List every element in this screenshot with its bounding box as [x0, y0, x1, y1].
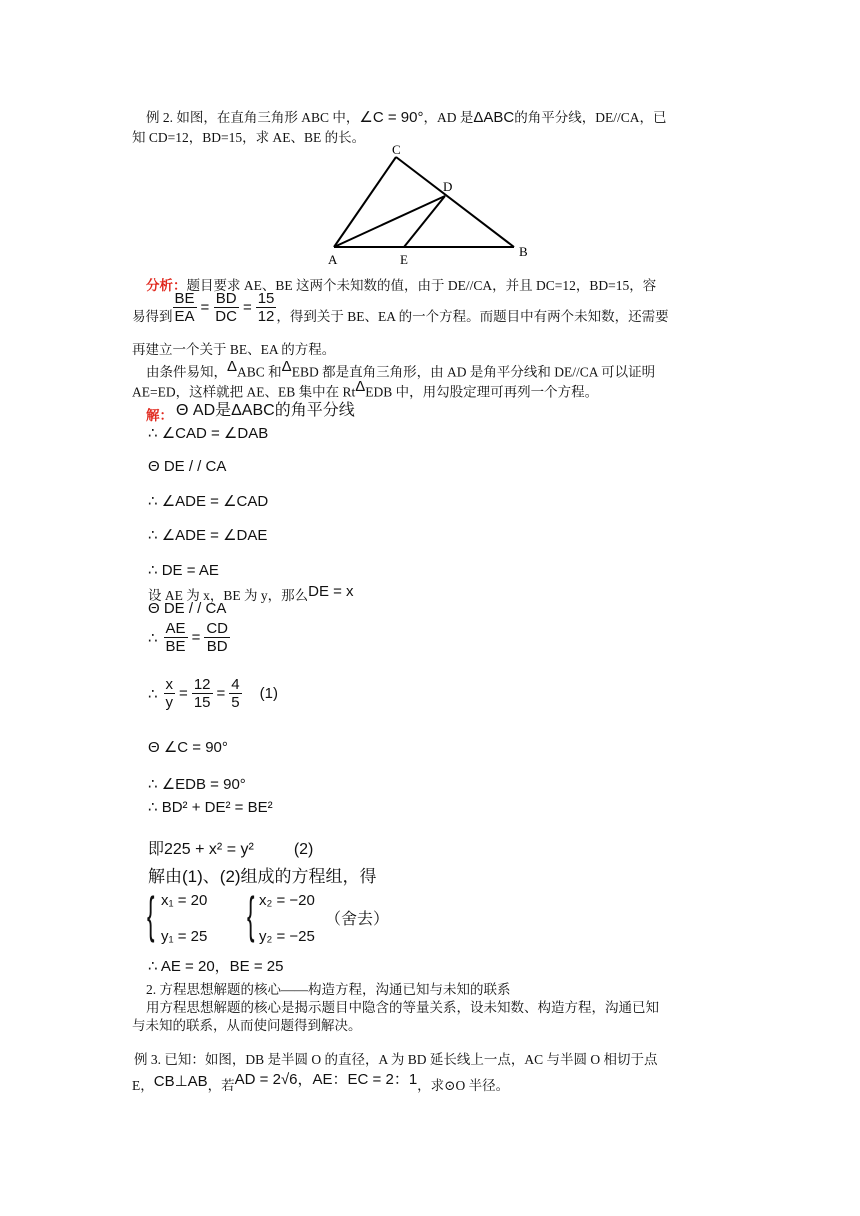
solution-step3: Θ DE / / CA: [148, 458, 227, 475]
denominator: y: [165, 694, 174, 712]
solution-step2: ∴ ∠CAD = ∠DAB: [148, 425, 269, 442]
fraction-cd-bd: [204, 620, 230, 656]
solution-step6: ∴ DE = AE: [148, 562, 219, 579]
label-d: D: [443, 179, 453, 194]
text: ABC 和: [237, 364, 282, 380]
example2-line1: [146, 106, 666, 126]
equation-tag: (2): [293, 841, 314, 858]
angle-c-formula: ∠C = 90°: [359, 109, 424, 126]
fraction-ae-be: [164, 620, 188, 656]
denominator: BD: [206, 638, 228, 656]
solution-step8: Θ DE / / CA: [148, 600, 227, 617]
text: 设 AE 为 x，BE 为 y，那么: [148, 588, 309, 603]
numerator: 4: [231, 676, 240, 693]
rejected-note: （舍去）: [325, 911, 390, 928]
solution-step4: ∴ ∠ADE = ∠CAD: [148, 493, 269, 510]
section2-title: 2. 方程思想解题的核心——构造方程，沟通已知与未知的联系: [146, 982, 511, 997]
analysis-label: 分析：: [146, 278, 187, 293]
text: ，求⊙O 半径。: [417, 1078, 510, 1093]
text: E，: [132, 1078, 154, 1093]
solution-step11: Θ ∠C = 90°: [148, 739, 228, 756]
analysis-line2: 易得到 $\frac{BE}{EA}$ = $\frac{BD}{DC}$ = $\frac{15}{12}$ ，得到关于 BE、EA 的一个方程。而题目中有两个未知数，还需要: [132, 290, 669, 326]
triangle-symbol: Δ: [227, 358, 238, 375]
numerator: 12: [193, 676, 211, 693]
text: ，若: [207, 1078, 235, 1093]
label-a: A: [328, 252, 338, 267]
denominator: 5: [231, 694, 240, 712]
numerator: BE: [174, 290, 195, 307]
solution-step1: Θ AD是ΔABC的角平分线: [176, 402, 355, 419]
text: EBD 都是直角三角形，由 AD 是角平分线和 DE//CA 可以证明: [291, 364, 656, 380]
solution1-x: x₁ = 20: [161, 892, 208, 909]
denominator: 12: [257, 308, 275, 326]
fraction-4-5: [229, 676, 241, 712]
denominator: 15: [193, 694, 211, 712]
equation-tag: (1): [259, 685, 278, 703]
text: ，AD 是: [423, 110, 474, 125]
example3-line1: 例 3. 已知：如图，DB 是半圆 O 的直径，A 为 BD 延长线上一点，AC 与半圆 O 相切于点: [134, 1052, 658, 1067]
text: 的角平分线，DE//CA，已: [514, 110, 667, 125]
text: ，得到关于 BE、EA 的一个方程。而题目中有两个未知数，还需要: [276, 308, 669, 324]
example3-line2: [132, 1071, 510, 1095]
label-e: E: [400, 252, 408, 267]
solution-step15: 解由(1)、(2)组成的方程组，得: [148, 867, 377, 886]
analysis-line3: 再建立一个关于 BE、EA 的方程。: [132, 342, 336, 357]
formula: DE = x: [308, 583, 354, 600]
equation-system: [147, 888, 447, 950]
text: 由条件易知，: [146, 364, 227, 380]
text: 题目要求 AE、BE 这两个未知数的值，由于 DE//CA，并且 DC=12，BD=15，容: [186, 278, 657, 293]
formula: AD = 2√6: [234, 1071, 298, 1088]
solution2-x: x₂ = −20: [259, 892, 315, 909]
numerator: AE: [165, 620, 186, 637]
numerator: 15: [257, 290, 275, 307]
fraction-be-ea: [173, 290, 197, 326]
solution-label: 解：: [146, 408, 173, 423]
fraction-12-15: [192, 676, 213, 712]
solution-step14: [148, 836, 313, 859]
solution-step10: ∴ $\frac{x}{y}$ = $\frac{12}{15}$ = $\frac{4}{5}$ (1): [148, 676, 278, 712]
example2-line2: 知 CD=12，BD=15，求 AE、BE 的长。: [132, 130, 366, 145]
triangle-symbol: Δ: [281, 358, 292, 375]
fraction-15-12: [256, 290, 277, 326]
label-c: C: [392, 142, 401, 157]
numerator: x: [165, 676, 174, 693]
fraction-bd-dc: [213, 290, 239, 326]
section2-para-line1: 用方程思想解题的核心是揭示题目中隐含的等量关系，设未知数、构造方程，沟通已知: [146, 1000, 659, 1015]
numerator: CD: [206, 620, 228, 637]
solution2-y: y₂ = −25: [259, 928, 315, 945]
solution-step12: ∴ ∠EDB = 90°: [148, 776, 246, 793]
numerator: BD: [215, 290, 237, 307]
denominator: EA: [174, 308, 195, 326]
triangle-abc-formula: ΔABC: [473, 109, 515, 126]
formula: 即225 + x² = y²: [148, 841, 254, 858]
denominator: DC: [215, 308, 237, 326]
solution-step13: ∴ BD² + DE² = BE²: [148, 799, 273, 816]
solution1-y: y₁ = 25: [161, 928, 208, 945]
solution-step5: ∴ ∠ADE = ∠DAE: [148, 527, 268, 544]
label-b: B: [519, 244, 528, 259]
solution-step16: ∴ AE = 20，BE = 25: [148, 958, 284, 975]
triangle-symbol: Δ: [355, 378, 366, 395]
formula: ，AE：EC = 2：1: [297, 1071, 418, 1088]
segment-de: [404, 196, 445, 247]
formula: CB⊥AB: [153, 1073, 208, 1090]
text: AE=ED，这样就把 AE、EB 集中在 Rt: [132, 384, 356, 400]
solution-step9: ∴ $\frac{AE}{BE}$ = $\frac{CD}{BD}$: [148, 620, 228, 656]
text: 易得到: [132, 308, 173, 324]
brace-right: {: [247, 887, 255, 943]
triangle-figure: [320, 140, 540, 268]
denominator: BE: [165, 638, 186, 656]
fraction-x-y: [164, 676, 176, 712]
section2-para-line2: 与未知的联系，从而使问题得到解决。: [132, 1018, 362, 1033]
text: EDB 中，用勾股定理可再列一个方程。: [365, 384, 599, 400]
text: 例 2. 如图，在直角三角形 ABC 中，: [146, 110, 360, 125]
brace-left: {: [147, 887, 155, 943]
